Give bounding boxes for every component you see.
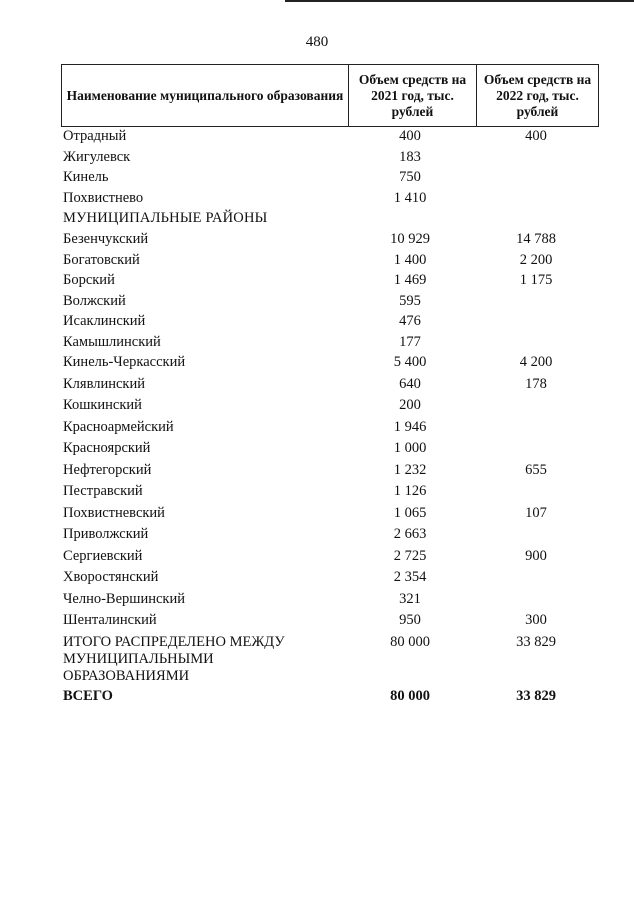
value-2021: 2 725: [393, 547, 427, 564]
row-name: Похвистнево: [63, 189, 144, 206]
value-2022: 14 788: [516, 231, 556, 247]
table-row: [0, 231, 634, 252]
value-2021: 80 000: [390, 687, 430, 704]
value-2021: 177: [399, 333, 421, 350]
value-2021: 80 000: [390, 633, 430, 650]
row-name: Камышлинский: [63, 333, 161, 350]
row-name: Похвистневский: [63, 504, 165, 521]
table-row: [0, 376, 634, 398]
value-2021: 1 400: [393, 251, 427, 268]
header-name: Наименование муниципального образования: [66, 87, 344, 103]
row-name: Борский: [63, 272, 115, 288]
row-name: Челно-Вершинский: [63, 590, 185, 607]
table-row: [0, 354, 634, 376]
value-2022: 33 829: [516, 633, 556, 650]
table-row: [0, 293, 634, 314]
value-2021: 2 663: [393, 526, 427, 542]
value-2021: 750: [399, 169, 421, 185]
table-row: [0, 272, 634, 293]
table-row: [0, 526, 634, 548]
value-2022: 178: [525, 375, 547, 392]
value-2022: 107: [525, 504, 547, 521]
value-2021: 1 000: [393, 440, 427, 456]
table-row: [0, 190, 634, 211]
value-2022: 400: [525, 128, 547, 144]
value-2021: 200: [399, 397, 421, 413]
row-name: Сергиевский: [63, 547, 143, 564]
row-name: Кошкинский: [63, 397, 142, 413]
page-number: 480: [305, 34, 329, 50]
value-2021: 1 946: [393, 418, 427, 435]
value-2021: 950: [399, 612, 421, 628]
value-2022: 300: [525, 612, 547, 628]
value-2021: 476: [399, 313, 421, 329]
value-2022: 655: [525, 461, 547, 478]
table-row: [0, 397, 634, 419]
value-2021: 183: [399, 148, 421, 165]
row-name: ВСЕГО: [63, 687, 113, 704]
table-row: [0, 419, 634, 441]
value-2022: 900: [525, 547, 547, 564]
row-name: Безенчукский: [63, 231, 149, 247]
header-2021: Объем средств на 2021 год, тыс. рублей: [348, 65, 476, 126]
row-name: Пестравский: [63, 483, 143, 499]
row-name: Хворостянский: [63, 569, 159, 585]
value-2021: 1 469: [393, 272, 427, 288]
value-2022: 2 200: [519, 251, 553, 268]
row-name: МУНИЦИПАЛЬНЫЕ РАЙОНЫ: [63, 210, 268, 226]
table-row: [0, 483, 634, 505]
row-name: Приволжский: [63, 526, 149, 542]
row-name: Богатовский: [63, 251, 140, 268]
value-2021: 2 354: [393, 569, 427, 585]
subtotal-row: [0, 634, 634, 688]
value-2021: 400: [399, 128, 421, 144]
row-name: Кинель: [63, 169, 109, 185]
table-row: [0, 252, 634, 273]
table-body: [0, 128, 634, 708]
table-row: [0, 591, 634, 613]
header-2022: Объем средств на 2022 год, тыс. рублей: [476, 65, 598, 126]
table-header: [61, 64, 599, 127]
value-2022: 33 829: [516, 687, 556, 704]
table-row: [0, 128, 634, 149]
table-row: [0, 548, 634, 570]
row-name: Красноярский: [63, 440, 151, 456]
value-2021: 1 232: [393, 461, 427, 478]
value-2021: 1 065: [393, 504, 427, 521]
table-row: [0, 505, 634, 527]
value-2021: 1 410: [393, 189, 427, 206]
value-2022: 4 200: [519, 354, 553, 370]
value-2021: 5 400: [393, 354, 427, 370]
table-row: [0, 569, 634, 591]
value-2021: 1 126: [393, 483, 427, 499]
value-2021: 595: [399, 292, 421, 309]
table-row: [0, 612, 634, 634]
row-name: Жигулевск: [63, 148, 131, 165]
row-name: Кинель-Черкасский: [63, 354, 186, 370]
section-heading: [0, 210, 634, 231]
row-name: Волжский: [63, 292, 126, 309]
table-row: [0, 169, 634, 190]
row-name: Клявлинский: [63, 375, 145, 392]
row-name: Красноармейский: [63, 418, 174, 435]
row-name: ИТОГО РАСПРЕДЕЛЕНО МЕЖДУ МУНИЦИПАЛЬНЫМИ ОБРАЗОВАНИЯМИ: [63, 633, 285, 684]
row-name: Шенталинский: [63, 612, 157, 628]
value-2021: 640: [399, 375, 421, 392]
table-row: [0, 334, 634, 355]
total-row: [0, 688, 634, 708]
value-2021: 321: [399, 590, 421, 607]
value-2022: 1 175: [519, 272, 553, 288]
table-row: [0, 313, 634, 334]
table-row: [0, 149, 634, 170]
row-name: Исаклинский: [63, 313, 146, 329]
table-row: [0, 462, 634, 484]
table-row: [0, 440, 634, 462]
row-name: Нефтегорский: [63, 461, 152, 478]
value-2021: 10 929: [390, 231, 430, 247]
top-rule: [285, 0, 634, 2]
row-name: Отрадный: [63, 128, 127, 144]
